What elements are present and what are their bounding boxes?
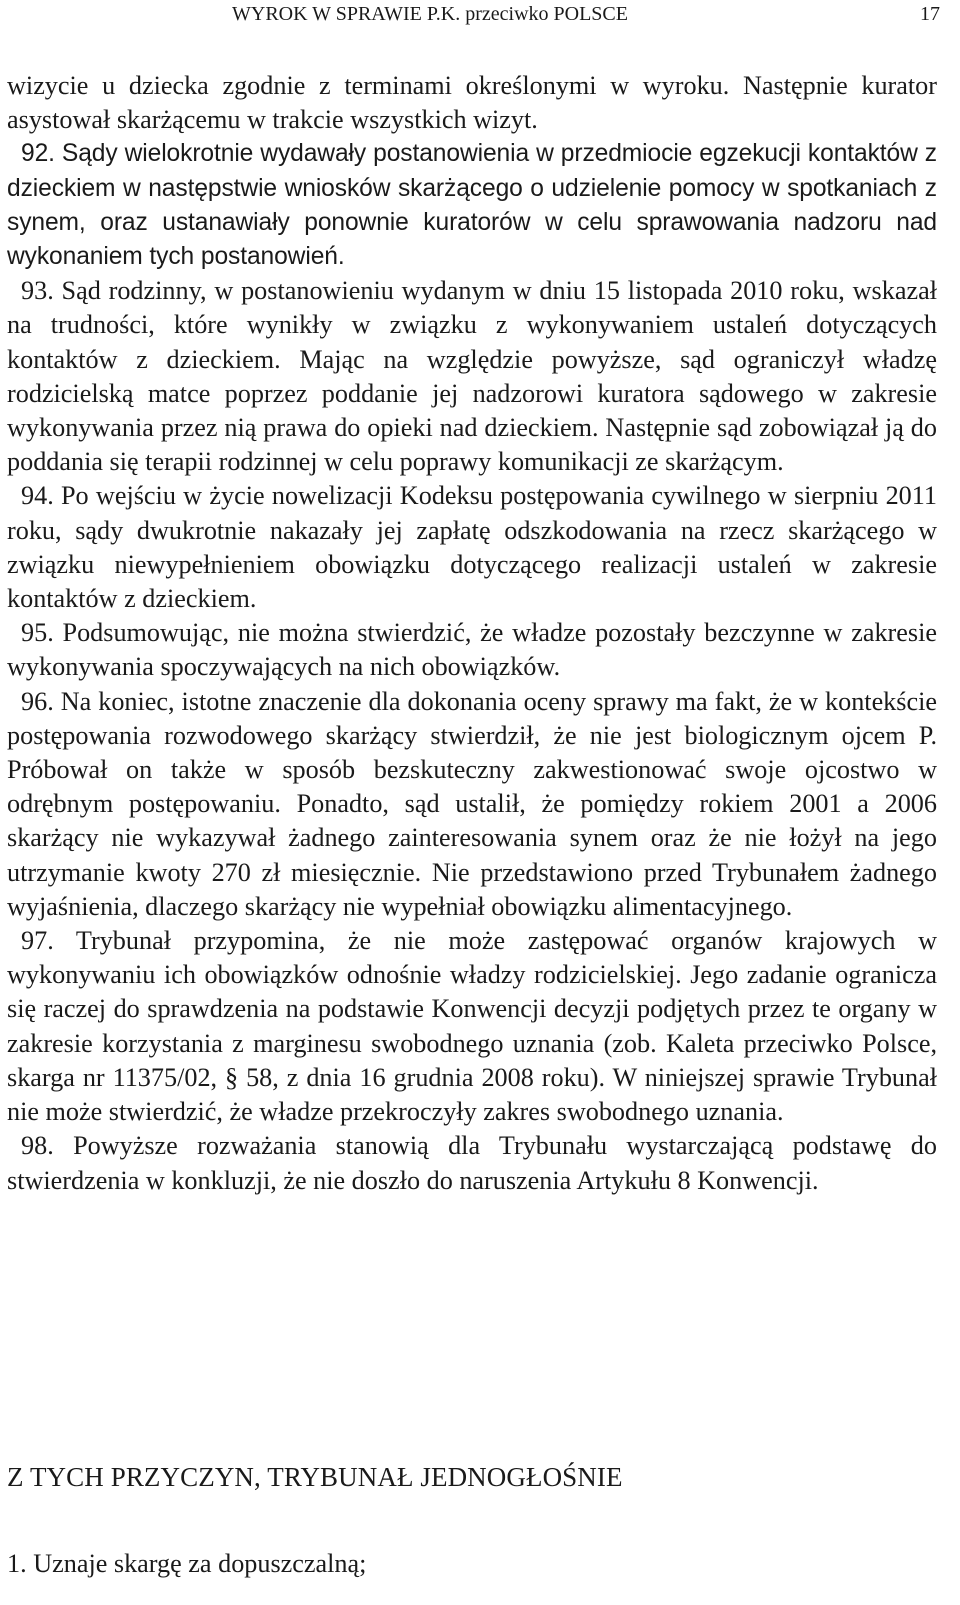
paragraph-93: 93. Sąd rodzinny, w postanowieniu wydanym w dniu 15 listopada 2010 roku, wskazał na trudności, które wynikły w związku z wykonywaniem ustaleń dotyczących kontaktów z dzieckiem. Mając na względzie powyższe, sąd ograniczył władzę rodzicielską matce poprzez poddanie jej nadzorowi kuratora sądowego w zakresie wykonywania przez nią prawa do opieki nad dzieckiem. Następnie sąd zobowiązał ją do poddania się terapii rodzinnej w celu poprawy komunikacji ze skarżącym.	[7, 276, 937, 477]
paragraph-92: 92. Sądy wielokrotnie wydawały postanowienia w przedmiocie egzekucji kontaktów z dzieckiem w następstwie wniosków skarżącego o udzielenie pomocy w spotkaniach z synem, oraz ustanawiały ponownie kuratorów w celu sprawowania nadzoru nad wykonaniem tych postanowień.	[7, 140, 937, 271]
paragraph-continuation: wizycie u dziecka zgodnie z terminami określonymi w wyroku. Następnie kurator asystował skarżącemu w trakcie wszystkich wizyt.	[7, 71, 937, 135]
page-number: 17	[920, 3, 940, 25]
paragraph-96: 96. Na koniec, istotne znaczenie dla dokonania oceny sprawy ma fakt, że w kontekście postępowania rozwodowego skarżący stwierdził, że nie jest biologicznym ojcem P. Próbował on także w sposób bezskuteczny zakwestionować swoje ojcostwo w odrębnym postępowaniu. Ponadto, sąd ustalił, że pomiędzy rokiem 2001 a 2006 skarżący nie wykazywał żadnego zainteresowania synem oraz że nie łożył na jego utrzymanie kwoty 270 zł miesięcznie. Nie przedstawiono przed Trybunałem żadnego wyjaśnienia, dlaczego skarżący nie wypełniał obowiązku alimentacyjnego.	[7, 686, 937, 921]
paragraph-94: 94. Po wejściu w życie nowelizacji Kodeksu postępowania cywilnego w sierpniu 2011 roku, sądy dwukrotnie nakazały jej zapłatę odszkodowania na rzecz skarżącego w związku niewypełnieniem obowiązku dotyczącego realizacji ustaleń w zakresie kontaktów z dzieckiem.	[7, 481, 937, 614]
paragraph-98: 98. Powyższe rozważania stanowią dla Trybunału wystarczającą podstawę do stwierdzenia w konkluzji, że nie doszło do naruszenia Artykułu 8 Konwencji.	[7, 1131, 937, 1195]
paragraph-95: 95. Podsumowując, nie można stwierdzić, że władze pozostały bezczynne w zakresie wykonywania spoczywających na nich obowiązków.	[7, 618, 937, 682]
document-body	[7, 69, 937, 1198]
operative-provision-1: 1. Uznaje skargę za dopuszczalną;	[7, 1549, 367, 1578]
paragraph-97: 97. Trybunał przypomina, że nie może zastępować organów krajowych w wykonywaniu ich obowiązków odnośnie władzy rodzicielskiej. Jego zadanie ogranicza się raczej do sprawdzenia na podstawie Konwencji decyzji podjętych przez te organy w zakresie korzystania z marginesu swobodnego uznania (zob. Kaleta przeciwko Polsce, skarga nr 11375/02, § 58, z dnia 16 grudnia 2008 roku). W niniejszej sprawie Trybunał nie może stwierdzić, że władze przekroczyły zakres swobodnego uznania.	[7, 926, 937, 1127]
section-heading: Z TYCH PRZYCZYN, TRYBUNAŁ JEDNOGŁOŚNIE	[7, 1462, 623, 1492]
header-title: WYROK W SPRAWIE P.K. przeciwko POLSCE	[232, 3, 628, 25]
